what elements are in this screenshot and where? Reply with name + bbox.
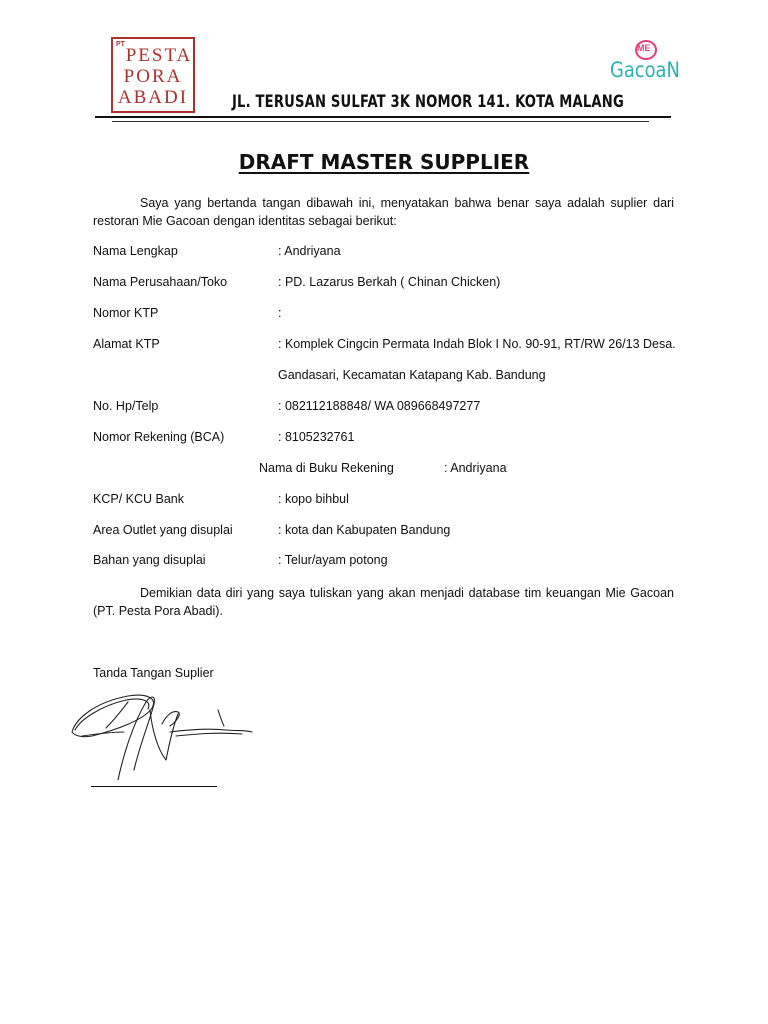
field-label: No. Hp/Telp	[93, 399, 159, 413]
logo-me-text: ME	[637, 43, 651, 53]
field-label: KCP/ KCU Bank	[93, 492, 185, 506]
field-value: : Komplek Cingcin Permata Indah Blok I No. 90-91, RT/RW 26/13 Desa.	[278, 337, 676, 351]
logo-line-1: PESTA	[125, 45, 193, 66]
field-value: :	[278, 306, 282, 320]
field-label: Nama di Buku Rekening	[259, 461, 394, 475]
field-label: Nama Lengkap	[93, 244, 178, 258]
field-value: : Andriyana	[444, 461, 507, 475]
logo-brand-text: GacoaN	[610, 58, 680, 82]
field-value: : 8105232761	[278, 430, 355, 444]
field-value: : Andriyana	[278, 244, 341, 258]
field-value: : kota dan Kabupaten Bandung	[278, 523, 451, 537]
field-value: : 082112188848/ WA 089668497277	[278, 399, 481, 413]
field-label: Nomor KTP	[93, 306, 159, 320]
handwritten-signature	[66, 680, 256, 780]
document-title-text: DRAFT MASTER SUPPLIER	[238, 150, 530, 174]
field-label: Nama Perusahaan/Toko	[93, 275, 228, 289]
signature-label: Tanda Tangan Suplier	[93, 666, 214, 680]
field-label: Area Outlet yang disuplai	[93, 523, 233, 537]
closing-paragraph: Demikian data diri yang saya tuliskan yang akan menjadi database tim keuangan Mie Gacoan (PT. Pesta Pora Abadi).	[93, 586, 674, 618]
document-title	[0, 150, 768, 174]
signature-line	[91, 786, 217, 787]
header-divider-thin	[112, 121, 649, 122]
intro-paragraph: Saya yang bertanda tangan dibawah ini, menyatakan bahwa benar saya adalah suplier dari restoran Mie Gacoan dengan identitas sebagai berikut:	[93, 196, 674, 228]
logo-line-3: ABADI	[117, 87, 189, 108]
field-label: Bahan yang disuplai	[93, 553, 206, 567]
field-value: : kopo bihbul	[278, 492, 349, 506]
logo-pt-text: PT	[116, 41, 125, 48]
logo-line-2: PORA	[123, 66, 183, 87]
field-nama-buku-rekening	[259, 461, 507, 475]
field-value: : PD. Lazarus Berkah ( Chinan Chicken)	[278, 275, 501, 289]
field-value-continued: Gandasari, Kecamatan Katapang Kab. Bandung	[278, 368, 546, 382]
mie-gacoan-logo	[604, 38, 684, 88]
header-divider-thick	[95, 116, 671, 118]
field-label: Nomor Rekening (BCA)	[93, 430, 225, 444]
company-address: JL. TERUSAN SULFAT 3K NOMOR 141. KOTA MALANG	[232, 92, 624, 112]
field-label: Alamat KTP	[93, 337, 160, 351]
field-value: : Telur/ayam potong	[278, 553, 388, 567]
pesta-pora-abadi-logo	[111, 37, 195, 113]
